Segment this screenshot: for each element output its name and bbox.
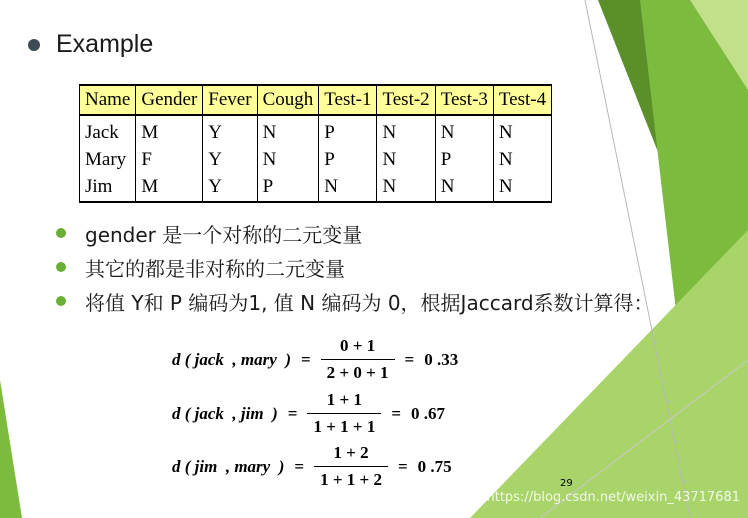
table-cell: Mary bbox=[80, 146, 136, 173]
column-header: Test-4 bbox=[493, 85, 551, 115]
column-header: Test-1 bbox=[319, 85, 377, 115]
formula-jack-mary bbox=[172, 336, 458, 383]
table-cell: Y bbox=[203, 115, 257, 146]
table-row bbox=[80, 173, 552, 202]
table-header-row bbox=[80, 85, 552, 115]
bullet-text: 将值 Y和 P 编码为1, 值 N 编码为 0，根据Jaccard系数计算得： bbox=[85, 290, 654, 315]
fraction bbox=[321, 336, 395, 383]
list-item bbox=[56, 284, 654, 318]
column-header: Name bbox=[80, 85, 136, 115]
table-cell: N bbox=[435, 115, 493, 146]
fraction-denominator: 1 + 1 + 2 bbox=[314, 466, 388, 490]
equals-sign: = bbox=[294, 456, 305, 476]
formula-jim-mary bbox=[172, 443, 452, 490]
formula-result: 0 .33 bbox=[424, 349, 459, 369]
table-cell: F bbox=[136, 146, 203, 173]
table-cell: N bbox=[493, 173, 551, 202]
table-cell: Y bbox=[203, 173, 257, 202]
table-cell: N bbox=[377, 173, 435, 202]
table-cell: P bbox=[319, 115, 377, 146]
formula-lhs: d ( jack , mary ) bbox=[172, 349, 291, 369]
bullet-list bbox=[56, 216, 654, 318]
column-header: Test-3 bbox=[435, 85, 493, 115]
table-cell: P bbox=[435, 146, 493, 173]
bullet-text: gender 是一个对称的二元变量 bbox=[85, 222, 363, 247]
table-cell: N bbox=[257, 146, 319, 173]
fraction-numerator: 1 + 1 bbox=[326, 390, 362, 409]
page-title: Example bbox=[56, 30, 154, 58]
list-item bbox=[56, 250, 654, 284]
formula-jack-jim bbox=[172, 390, 445, 437]
fraction-denominator: 2 + 0 + 1 bbox=[321, 359, 395, 383]
bullet-text: 其它的都是非对称的二元变量 bbox=[85, 256, 345, 281]
watermark: https://blog.csdn.net/weixin_43717681 bbox=[486, 490, 740, 505]
fraction-denominator: 1 + 1 + 1 bbox=[307, 413, 381, 437]
fraction-numerator: 0 + 1 bbox=[340, 336, 376, 355]
table-cell: P bbox=[257, 173, 319, 202]
formula-result: 0 .67 bbox=[411, 403, 446, 423]
equals-sign: = bbox=[300, 349, 311, 369]
fraction bbox=[314, 443, 388, 490]
equals-sign: = bbox=[287, 403, 298, 423]
table-cell: N bbox=[377, 115, 435, 146]
table-cell: N bbox=[493, 146, 551, 173]
formula-lhs: d ( jim , mary ) bbox=[172, 456, 285, 476]
formula-result: 0 .75 bbox=[417, 456, 452, 476]
fraction bbox=[307, 390, 381, 437]
equals-sign: = bbox=[404, 349, 415, 369]
data-table bbox=[79, 84, 552, 203]
table-cell: N bbox=[493, 115, 551, 146]
page-number: 29 bbox=[560, 478, 573, 489]
green-bullet-icon bbox=[56, 262, 66, 272]
equals-sign: = bbox=[391, 403, 402, 423]
table-cell: P bbox=[319, 146, 377, 173]
table-row bbox=[80, 115, 552, 146]
column-header: Test-2 bbox=[377, 85, 435, 115]
table-cell: N bbox=[377, 146, 435, 173]
formula-lhs: d ( jack , jim ) bbox=[172, 403, 278, 423]
title-row bbox=[28, 30, 153, 59]
equals-sign: = bbox=[397, 456, 408, 476]
table-cell: M bbox=[136, 115, 203, 146]
table-cell: Jim bbox=[80, 173, 136, 202]
table-cell: M bbox=[136, 173, 203, 202]
table-cell: N bbox=[319, 173, 377, 202]
table-cell: Y bbox=[203, 146, 257, 173]
fraction-numerator: 1 + 2 bbox=[333, 443, 369, 462]
table-row bbox=[80, 146, 552, 173]
column-header: Fever bbox=[203, 85, 257, 115]
deco-left-green-shape bbox=[0, 380, 22, 518]
table-cell: N bbox=[435, 173, 493, 202]
column-header: Gender bbox=[136, 85, 203, 115]
green-bullet-icon bbox=[56, 296, 66, 306]
green-bullet-icon bbox=[56, 228, 66, 238]
table-cell: Jack bbox=[80, 115, 136, 146]
list-item bbox=[56, 216, 654, 250]
title-bullet-icon bbox=[28, 39, 40, 51]
column-header: Cough bbox=[257, 85, 319, 115]
table-cell: N bbox=[257, 115, 319, 146]
